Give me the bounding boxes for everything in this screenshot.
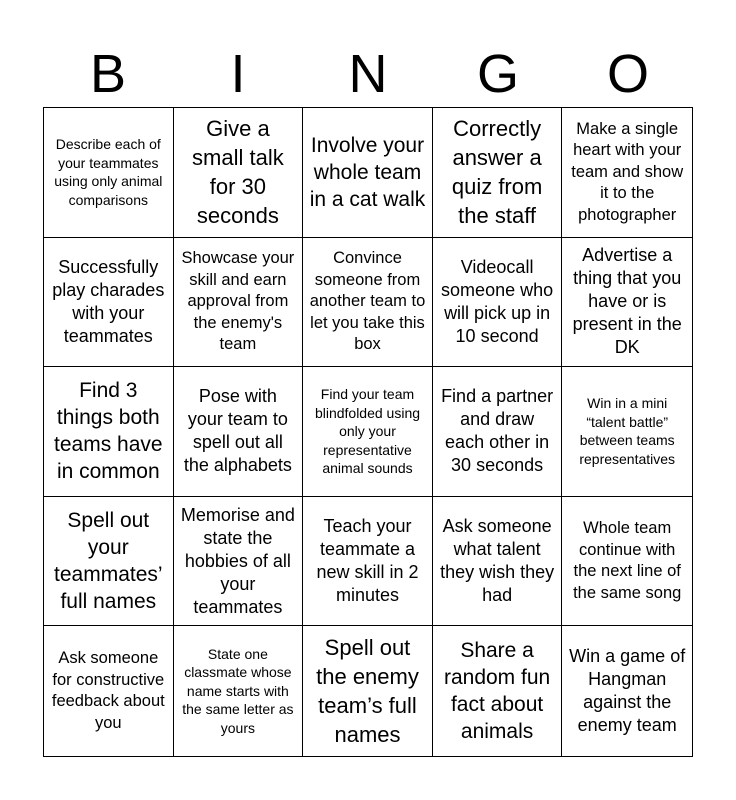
bingo-cell-r1-c4[interactable] xyxy=(433,108,563,238)
cell-text: Ask someone for constructive feedback about you xyxy=(51,649,165,732)
cell-text: Find your team blindfolded using only your representative animal sounds xyxy=(314,386,421,477)
bingo-cell-r1-c5[interactable] xyxy=(562,108,692,238)
bingo-cell-r2-c4[interactable] xyxy=(433,238,563,368)
header-letter-o: O xyxy=(606,44,649,104)
bingo-cell-r3-c4[interactable] xyxy=(433,367,563,497)
cell-text: Whole team continue with the next line of the same song xyxy=(573,519,682,602)
bingo-cell-r2-c3[interactable] xyxy=(303,238,433,368)
bingo-cell-r1-c2[interactable] xyxy=(174,108,304,238)
cell-text: Give a small talk for 30 seconds xyxy=(192,116,284,229)
bingo-cell-r2-c1[interactable] xyxy=(44,238,174,368)
cell-text: Pose with your team to spell out all the alphabets xyxy=(183,386,292,476)
cell-text: Convince someone from another team to let you take this box xyxy=(309,249,426,354)
header-letter-g: G xyxy=(476,44,519,104)
cell-text: Share a random fun fact about animals xyxy=(443,639,551,744)
bingo-cell-r2-c2[interactable] xyxy=(174,238,304,368)
cell-text: State one classmate whose name starts with the same letter as yours xyxy=(182,645,294,736)
cell-text: Spell out your teammates’ full names xyxy=(54,509,163,614)
bingo-cell-r4-c4[interactable] xyxy=(433,497,563,627)
bingo-cell-r4-c5[interactable] xyxy=(562,497,692,627)
bingo-cell-r5-c1[interactable] xyxy=(44,626,174,756)
bingo-cell-r5-c5[interactable] xyxy=(562,626,692,756)
bingo-card-grid xyxy=(43,107,693,757)
bingo-header xyxy=(43,44,693,104)
cell-text: Find a partner and draw each other in 30 seconds xyxy=(441,386,554,476)
header-letter-b: B xyxy=(89,44,127,104)
cell-text: Spell out the enemy team’s full names xyxy=(316,635,419,748)
bingo-cell-r1-c3[interactable] xyxy=(303,108,433,238)
cell-text: Win a game of Hangman against the enemy team xyxy=(569,646,686,736)
bingo-cell-r4-c2[interactable] xyxy=(174,497,304,627)
cell-text: Showcase your skill and earn approval from the enemy's team xyxy=(181,249,295,354)
cell-text: Involve your whole team in a cat walk xyxy=(309,133,426,211)
cell-text: Memorise and state the hobbies of all your teammates xyxy=(180,504,295,617)
bingo-cell-r5-c4[interactable] xyxy=(433,626,563,756)
bingo-cell-r4-c3[interactable] xyxy=(303,497,433,627)
bingo-cell-r5-c3[interactable] xyxy=(303,626,433,756)
bingo-cell-r1-c1[interactable] xyxy=(44,108,174,238)
header-letter-i: I xyxy=(230,44,246,104)
bingo-cell-r5-c2[interactable] xyxy=(174,626,304,756)
bingo-cell-r3-c1[interactable] xyxy=(44,367,174,497)
cell-text: Ask someone what talent they wish they had xyxy=(440,516,555,606)
bingo-cell-r4-c1[interactable] xyxy=(44,497,174,627)
bingo-cell-r3-c3[interactable] xyxy=(303,367,433,497)
cell-text: Find 3 things both teams have in common xyxy=(54,379,163,484)
cell-text: Successfully play charades with your teammates xyxy=(52,256,165,346)
cell-text: Correctly answer a quiz from the staff xyxy=(451,116,543,229)
cell-text: Make a single heart with your team and show it to the photographer xyxy=(571,119,684,224)
header-letter-n: N xyxy=(348,44,388,104)
cell-text: Advertise a thing that you have or is present in the DK xyxy=(572,245,682,358)
bingo-cell-r3-c5[interactable] xyxy=(562,367,692,497)
cell-text: Videocall someone who will pick up in 10 second xyxy=(441,256,554,346)
cell-text: Describe each of your teammates using only animal comparisons xyxy=(54,136,163,208)
bingo-cell-r2-c5[interactable] xyxy=(562,238,692,368)
bingo-cell-r3-c2[interactable] xyxy=(174,367,304,497)
cell-text: Win in a mini “talent battle” between teams representatives xyxy=(579,395,676,467)
cell-text: Teach your teammate a new skill in 2 minutes xyxy=(316,516,419,606)
